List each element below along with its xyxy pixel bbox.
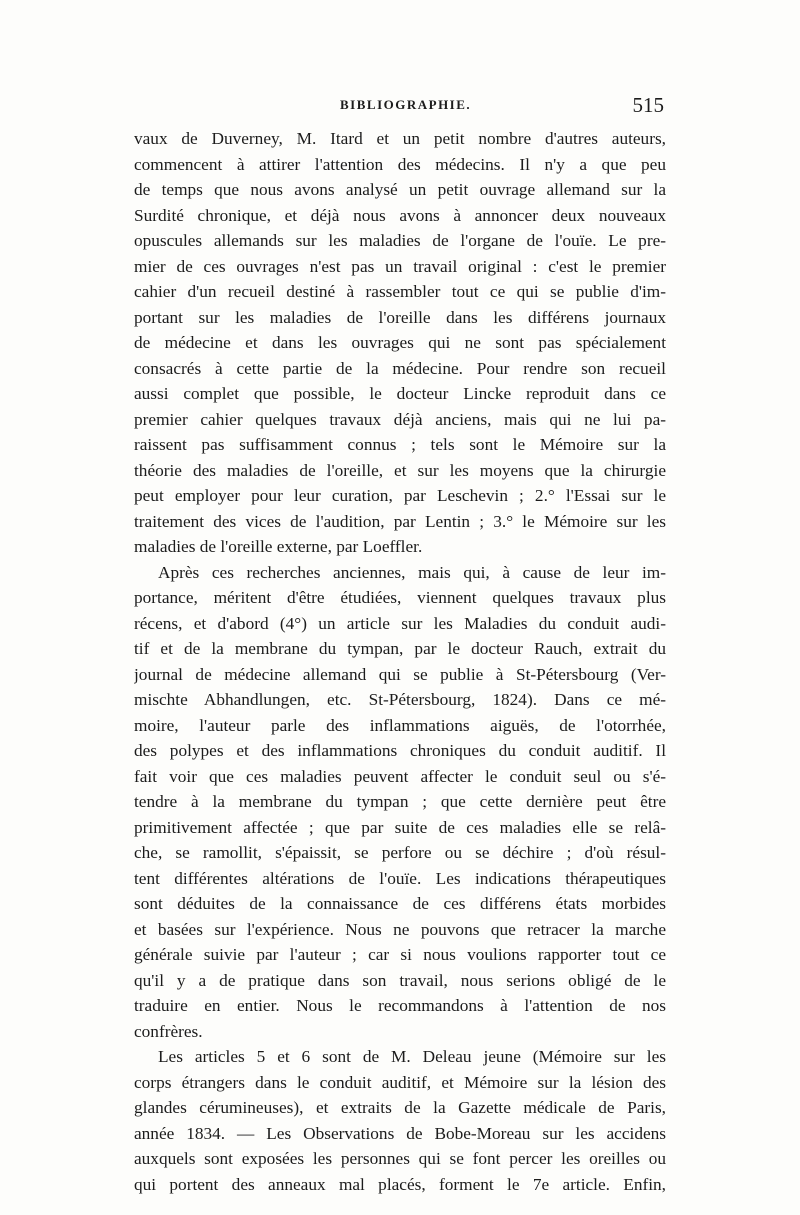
text-line: théorie des maladies de l'oreille, et sur les moyens que la chirurgie: [134, 460, 666, 480]
page-header: [134, 93, 664, 123]
text-line: commencent à attirer l'attention des médecins. Il n'y a que peu: [134, 154, 666, 174]
text-line: auxquels sont exposées les personnes qui se font percer les oreilles ou: [134, 1149, 666, 1168]
text-line: journal de médecine allemand qui se publie à St-Pétersbourg (Ver-: [134, 664, 666, 684]
text-line: Les articles 5 et 6 sont de M. Deleau jeune (Mémoire sur les: [158, 1047, 666, 1066]
page-number: 515: [632, 93, 664, 117]
text-line: sont déduites de la connaissance de ces différens états morbides: [134, 894, 666, 913]
text-line: maladies de l'oreille externe, par Loeffler.: [134, 537, 423, 556]
text-line: traduire en entier. Nous le recommandons à l'attention de nos: [134, 996, 666, 1015]
text-line: opuscules allemands sur les maladies de l'organe de l'ouïe. Le pre-: [134, 231, 666, 250]
text-line: portant sur les maladies de l'oreille dans les différens journaux: [134, 307, 666, 327]
text-line: cahier d'un recueil destiné à rassembler tout ce qui se publie d'im-: [134, 282, 666, 301]
text-line: traitement des vices de l'audition, par Lentin ; 3.° le Mémoire sur les: [134, 511, 666, 531]
text-line: che, se ramollit, s'épaissit, se perfore ou se déchire ; d'où résul-: [134, 843, 666, 862]
text-line: mier de ces ouvrages n'est pas un travail original : c'est le premier: [134, 256, 666, 276]
text-line: premier cahier quelques travaux déjà anciens, mais qui ne lui pa-: [134, 409, 666, 429]
text-line: raissent pas suffisamment connus ; tels sont le Mémoire sur la: [134, 435, 666, 454]
text-line: Surdité chronique, et déjà nous avons à annoncer deux nouveaux: [134, 205, 666, 225]
text-line: tent différentes altérations de l'ouïe. Les indications thérapeutiques: [134, 868, 666, 888]
text-line: confrères.: [134, 1021, 203, 1041]
running-head: BIBLIOGRAPHIE.: [340, 97, 472, 112]
text-line: corps étrangers dans le conduit auditif, et Mémoire sur la lésion des: [134, 1072, 666, 1092]
text-line: Après ces recherches anciennes, mais qui, à cause de leur im-: [158, 562, 666, 582]
text-line: générale suivie par l'auteur ; car si nous voulions rapporter tout ce: [134, 945, 666, 964]
text-line: de temps que nous avons analysé un petit ouvrage allemand sur la: [134, 180, 666, 199]
text-line: qu'il y a de pratique dans son travail, nous serions obligé de le: [134, 970, 666, 990]
text-line: qui portent des anneaux mal placés, forment le 7e article. Enfin,: [134, 1174, 666, 1194]
text-line: glandes cérumineuses), et extraits de la Gazette médicale de Paris,: [134, 1098, 666, 1117]
text-line: consacrés à cette partie de la médecine. Pour rendre son recueil: [134, 358, 666, 378]
text-line: vaux de Duverney, M. Itard et un petit nombre d'autres auteurs,: [134, 129, 666, 148]
text-line: année 1834. — Les Observations de Bobe-Moreau sur les accidens: [134, 1123, 666, 1143]
text-line: primitivement affectée ; que par suite de ces maladies elle se relâ-: [134, 817, 666, 837]
text-line: tif et de la membrane du tympan, par le docteur Rauch, extrait du: [134, 639, 666, 658]
text-line: récens, et d'abord (4°) un article sur les Maladies du conduit audi-: [134, 613, 666, 633]
text-line: mischte Abhandlungen, etc. St-Pétersbourg, 1824). Dans ce mé-: [134, 690, 666, 709]
text-line: moire, l'auteur parle des inflammations aiguës, de l'otorrhée,: [134, 715, 666, 735]
text-line: de médecine et dans les ouvrages qui ne sont pas spécialement: [134, 333, 666, 352]
text-line: portance, méritent d'être étudiées, viennent quelques travaux plus: [134, 588, 666, 607]
text-line: fait voir que ces maladies peuvent affecter le conduit seul ou s'é-: [134, 766, 666, 786]
text-line: tendre à la membrane du tympan ; que cette dernière peut être: [134, 792, 666, 811]
text-line: des polypes et des inflammations chroniques du conduit auditif. Il: [134, 741, 666, 760]
text-line: peut employer pour leur curation, par Leschevin ; 2.° l'Essai sur le: [134, 486, 666, 505]
text-line: et basées sur l'expérience. Nous ne pouvons que retracer la marche: [134, 919, 666, 939]
body-text: [134, 126, 666, 1197]
text-line: aussi complet que possible, le docteur Lincke reproduit dans ce: [134, 384, 666, 403]
